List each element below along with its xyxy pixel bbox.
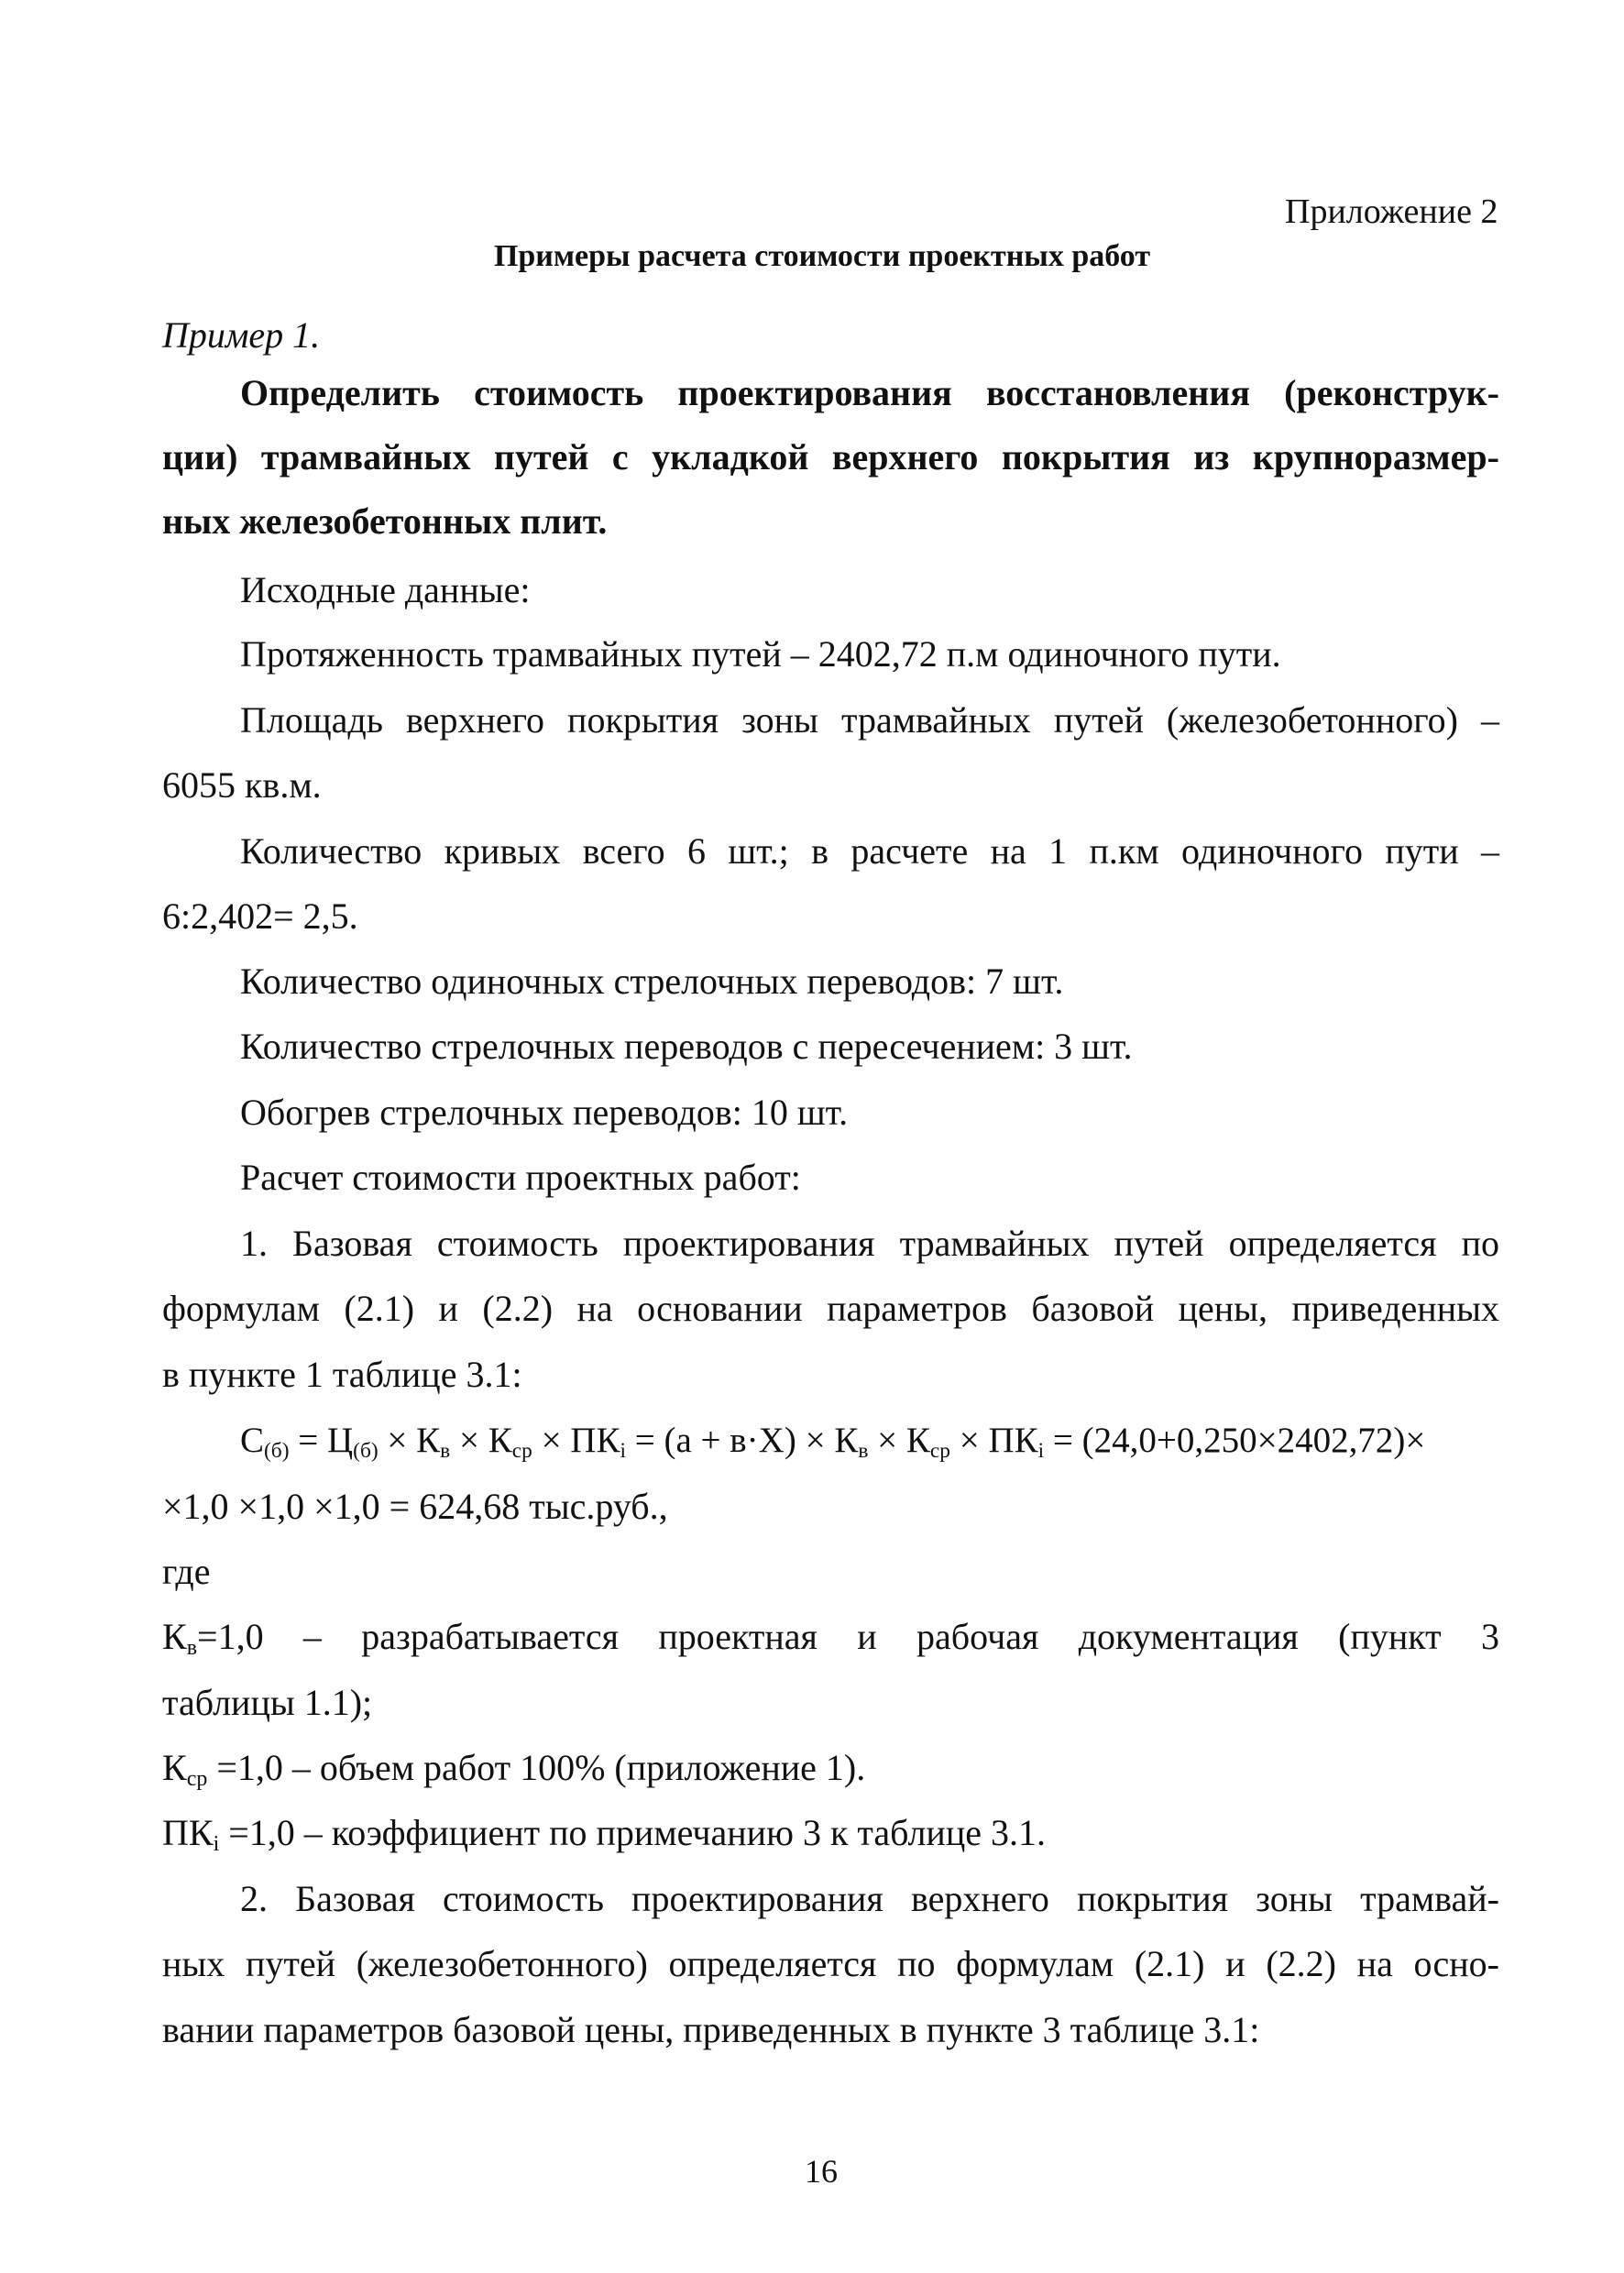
item1-line-1: 1. Базовая стоимость проектирования трамвайных путей определяется по	[240, 1223, 1499, 1264]
formula-line-1: $С_{(б)} = Ц_{(б)} \times К_в \times К_{ср} \times ПК_i = (а + в\cdot Х) \times К_в \times К_{ср} \times ПК_i = (24,0+0,250\times 2402,72)\times$	[240, 1421, 1426, 1463]
switch-heating: Обогрев стрелочных переводов: 10 шт.	[240, 1092, 849, 1133]
source-data-heading: Исходные данные:	[240, 569, 531, 610]
formula-part: × ПК	[949, 1421, 1038, 1460]
item2-line-3: вании параметров базовой цены, приведенных в пункте 3 таблице 3.1:	[162, 2009, 1260, 2050]
pk-sub: i	[213, 1832, 220, 1856]
formula-sub: в	[440, 1438, 451, 1463]
task-line-3: ных железобетонных плит.	[162, 500, 608, 542]
kv-sub: в	[186, 1636, 198, 1660]
formula-part: = (а + в·Х) × К	[625, 1421, 859, 1460]
kv-definition-text: =1,0 – разрабатывается проектная и рабочая документация (пункт 3	[197, 1616, 1499, 1657]
page-title: Примеры расчета стоимости проектных работ	[493, 239, 1151, 273]
formula-sub: i	[620, 1438, 626, 1463]
kv-definition-line-1: $К_в=1,0$ – разрабатывается проектная и рабочая документация (пункт 3	[162, 1616, 1499, 1660]
ksr-sub: ср	[186, 1767, 208, 1791]
formula-sub: ср	[511, 1438, 532, 1463]
task-line-1: Определить стоимость проектирования восстановления (реконструк-	[240, 372, 1499, 413]
cover-area-line-2: 6055 кв.м.	[162, 764, 322, 806]
formula-sub: (б)	[264, 1438, 290, 1463]
formula-line-2: ×1,0 ×1,0 ×1,0 = 624,68 тыс.руб.,	[162, 1486, 668, 1527]
formula-part: × К	[378, 1421, 441, 1460]
formula-part: = (24,0+0,250×2402,72)×	[1044, 1421, 1426, 1460]
formula-part: × К	[868, 1421, 930, 1460]
page-number: 16	[805, 2153, 838, 2190]
where-label: где	[162, 1551, 211, 1592]
item2-line-1: 2. Базовая стоимость проектирования верхнего покрытия зоны трамвай-	[240, 1878, 1499, 1919]
formula-sub: i	[1037, 1438, 1045, 1463]
single-switches: Количество одиночных стрелочных переводов: 7 шт.	[240, 961, 1064, 1002]
crossing-switches: Количество стрелочных переводов с пересечением: 3 шт.	[240, 1026, 1133, 1067]
ksr-definition: $К_{ср} =1,0$ – объем работ 100% (приложение 1).	[162, 1747, 866, 1791]
ksr-definition-text: =1,0 – объем работ 100% (приложение 1).	[207, 1747, 866, 1788]
curves-line-1: Количество кривых всего 6 шт.; в расчете на 1 п.км одиночного пути –	[240, 830, 1499, 872]
formula-part: × К	[450, 1421, 512, 1460]
task-line-2: ции) трамвайных путей с укладкой верхнего покрытия из крупноразмер-	[162, 436, 1499, 478]
formula-sub: (б)	[353, 1438, 379, 1463]
pk-definition: $ПК_i =1,0$ – коэффициент по примечанию 3 к таблице 3.1.	[162, 1812, 1046, 1856]
appendix-label: Приложение 2	[1285, 192, 1498, 231]
example-label: Пример 1.	[162, 314, 321, 356]
formula-part: = Ц	[289, 1421, 354, 1460]
kv-definition-line-2: таблицы 1.1);	[162, 1682, 373, 1723]
formula-sub: ср	[929, 1438, 950, 1463]
cost-calculation-heading: Расчет стоимости проектных работ:	[240, 1157, 801, 1198]
item2-line-2: ных путей (железобетонного) определяется по формулам (2.1) и (2.2) на осно-	[162, 1943, 1499, 1984]
formula-part: × ПК	[532, 1421, 620, 1460]
pk-definition-text: =1,0 – коэффициент по примечанию 3 к таблице 3.1.	[219, 1812, 1046, 1853]
track-length: Протяженность трамвайных путей – 2402,72 п.м одиночного пути.	[240, 633, 1281, 675]
item1-line-2: формулам (2.1) и (2.2) на основании параметров базовой цены, приведенных	[162, 1288, 1499, 1329]
item1-line-3: в пункте 1 таблице 3.1:	[162, 1354, 522, 1395]
curves-line-2: 6:2,402= 2,5.	[162, 895, 358, 937]
formula-sub: в	[858, 1438, 869, 1463]
cover-area-line-1: Площадь верхнего покрытия зоны трамвайных путей (железобетонного) –	[240, 699, 1499, 741]
